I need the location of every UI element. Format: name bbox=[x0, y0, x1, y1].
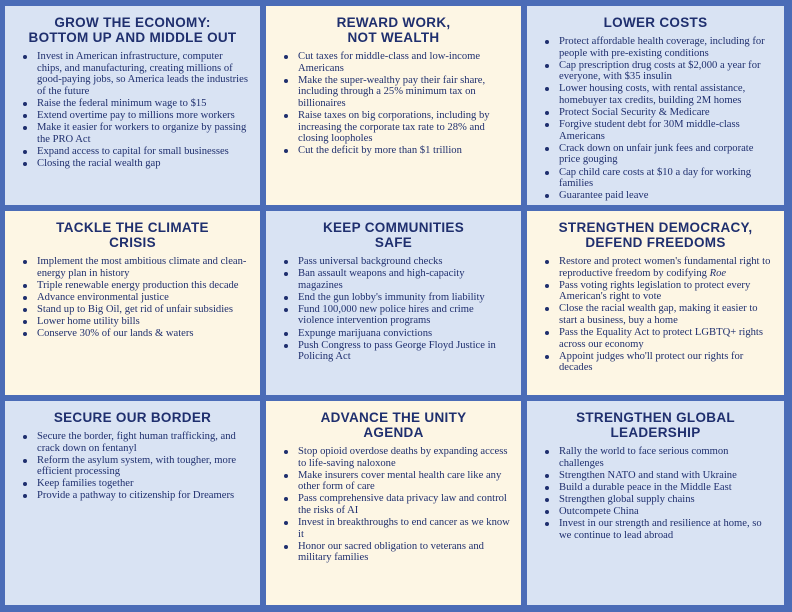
list-item: Protect Social Security & Medicare bbox=[559, 107, 774, 119]
bullet-list bbox=[15, 51, 250, 169]
list-item: Protect affordable health coverage, including for people with pre-existing conditions bbox=[559, 36, 774, 59]
bullet-list bbox=[537, 446, 774, 541]
list-item: Pass voting rights legislation to protect every American's right to vote bbox=[559, 280, 774, 303]
bullet-list bbox=[537, 256, 774, 374]
list-item: Push Congress to pass George Floyd Justice in Policing Act bbox=[298, 340, 511, 363]
list-item: End the gun lobby's immunity from liability bbox=[298, 292, 511, 304]
list-item: Lower housing costs, with rental assistance, homebuyer tax credits, building 2M homes bbox=[559, 83, 774, 106]
bullet-list bbox=[276, 51, 511, 157]
panel-reward-work bbox=[266, 6, 521, 205]
panel-grow-economy bbox=[5, 6, 260, 205]
panel-lower-costs bbox=[527, 6, 784, 205]
list-item: Conserve 30% of our lands & waters bbox=[37, 328, 250, 340]
list-item: Implement the most ambitious climate and clean-energy plan in history bbox=[37, 256, 250, 279]
list-item: Expunge marijuana convictions bbox=[298, 328, 511, 340]
list-item: Restore and protect women's fundamental right to reproductive freedom by codifying Roe bbox=[559, 256, 774, 279]
list-item: Crack down on unfair junk fees and corporate price gouging bbox=[559, 143, 774, 166]
list-item: Closing the racial wealth gap bbox=[37, 158, 250, 170]
panel-title: ADVANCE THE UNITY AGENDA bbox=[320, 410, 467, 440]
list-item: Advance environmental justice bbox=[37, 292, 250, 304]
panel-keep-communities-safe bbox=[266, 211, 521, 395]
list-item: Rally the world to face serious common challenges bbox=[559, 446, 774, 469]
list-item: Fund 100,000 new police hires and crime violence intervention programs bbox=[298, 304, 511, 327]
list-item: Extend overtime pay to millions more workers bbox=[37, 110, 250, 122]
panel-title: TACKLE THE CLIMATE CRISIS bbox=[56, 220, 209, 250]
list-item: Pass the Equality Act to protect LGBTQ+ rights across our economy bbox=[559, 327, 774, 350]
bullet-list bbox=[276, 446, 511, 564]
panel-title: STRENGTHEN DEMOCRACY, DEFEND FREEDOMS bbox=[558, 220, 753, 250]
list-item: Secure the border, fight human trafficking, and crack down on fentanyl bbox=[37, 431, 250, 454]
list-item: Lower home utility bills bbox=[37, 316, 250, 328]
panel-strengthen-democracy bbox=[527, 211, 784, 395]
panel-title: GROW THE ECONOMY: BOTTOM UP AND MIDDLE OUT bbox=[28, 15, 237, 45]
list-item: Make it easier for workers to organize by passing the PRO Act bbox=[37, 122, 250, 145]
panel-title: LOWER COSTS bbox=[603, 15, 708, 30]
list-item: Invest in American infrastructure, computer chips, and manufacturing, creating millions of good-paying jobs, so America leads the industries of the future bbox=[37, 51, 250, 97]
list-item: Honor our sacred obligation to veterans and military families bbox=[298, 541, 511, 564]
list-item: Reform the asylum system, with tougher, more efficient processing bbox=[37, 455, 250, 478]
policy-grid bbox=[5, 6, 787, 606]
roe-italic: Roe bbox=[709, 267, 727, 279]
panel-tackle-climate bbox=[5, 211, 260, 395]
list-item: Keep families together bbox=[37, 478, 250, 490]
list-item: Forgive student debt for 30M middle-class Americans bbox=[559, 119, 774, 142]
panel-global-leadership bbox=[527, 401, 784, 605]
list-item: Provide a pathway to citizenship for Dreamers bbox=[37, 490, 250, 502]
list-item: Make insurers cover mental health care like any other form of care bbox=[298, 470, 511, 493]
panel-title: REWARD WORK, NOT WEALTH bbox=[336, 15, 451, 45]
bullet-list bbox=[537, 36, 774, 202]
list-item: Pass universal background checks bbox=[298, 256, 511, 268]
panel-title: KEEP COMMUNITIES SAFE bbox=[322, 220, 465, 250]
list-item: Expand access to capital for small businesses bbox=[37, 146, 250, 158]
list-item: Pass comprehensive data privacy law and control the risks of AI bbox=[298, 493, 511, 516]
list-item: Close the racial wealth gap, making it easier to start a business, buy a home bbox=[559, 303, 774, 326]
list-item: Cap child care costs at $10 a day for working families bbox=[559, 167, 774, 190]
list-item: Raise taxes on big corporations, including by increasing the corporate tax rate to 28% and closing loopholes bbox=[298, 110, 511, 145]
list-item: Stop opioid overdose deaths by expanding access to life-saving naloxone bbox=[298, 446, 511, 469]
list-item: Appoint judges who'll protect our rights for decades bbox=[559, 351, 774, 374]
bullet-list bbox=[276, 256, 511, 363]
list-item: Cut the deficit by more than $1 trillion bbox=[298, 145, 511, 157]
list-item: Build a durable peace in the Middle East bbox=[559, 482, 774, 494]
panel-title: STRENGTHEN GLOBAL LEADERSHIP bbox=[576, 410, 735, 440]
list-item: Triple renewable energy production this decade bbox=[37, 280, 250, 292]
bullet-list bbox=[15, 256, 250, 340]
list-item: Cap prescription drug costs at $2,000 a year for everyone, with $35 insulin bbox=[559, 60, 774, 83]
panel-secure-border bbox=[5, 401, 260, 605]
list-item: Make the super-wealthy pay their fair share, including through a 25% minimum tax on billionaires bbox=[298, 75, 511, 110]
list-item: Strengthen NATO and stand with Ukraine bbox=[559, 470, 774, 482]
list-item: Guarantee paid leave bbox=[559, 190, 774, 202]
list-item: Cut taxes for middle-class and low-income Americans bbox=[298, 51, 511, 74]
list-item: Invest in our strength and resilience at home, so we continue to lead abroad bbox=[559, 518, 774, 541]
list-item: Invest in breakthroughs to end cancer as we know it bbox=[298, 517, 510, 540]
list-item: Strengthen global supply chains bbox=[559, 494, 774, 506]
bullet-list bbox=[15, 431, 250, 502]
list-item: Stand up to Big Oil, get rid of unfair subsidies bbox=[37, 304, 250, 316]
panel-unity-agenda bbox=[266, 401, 521, 605]
panel-title: SECURE OUR BORDER bbox=[53, 410, 212, 425]
list-item: Raise the federal minimum wage to $15 bbox=[37, 98, 250, 110]
list-item: Outcompete China bbox=[559, 506, 774, 518]
list-item: Ban assault weapons and high-capacity magazines bbox=[298, 268, 511, 291]
